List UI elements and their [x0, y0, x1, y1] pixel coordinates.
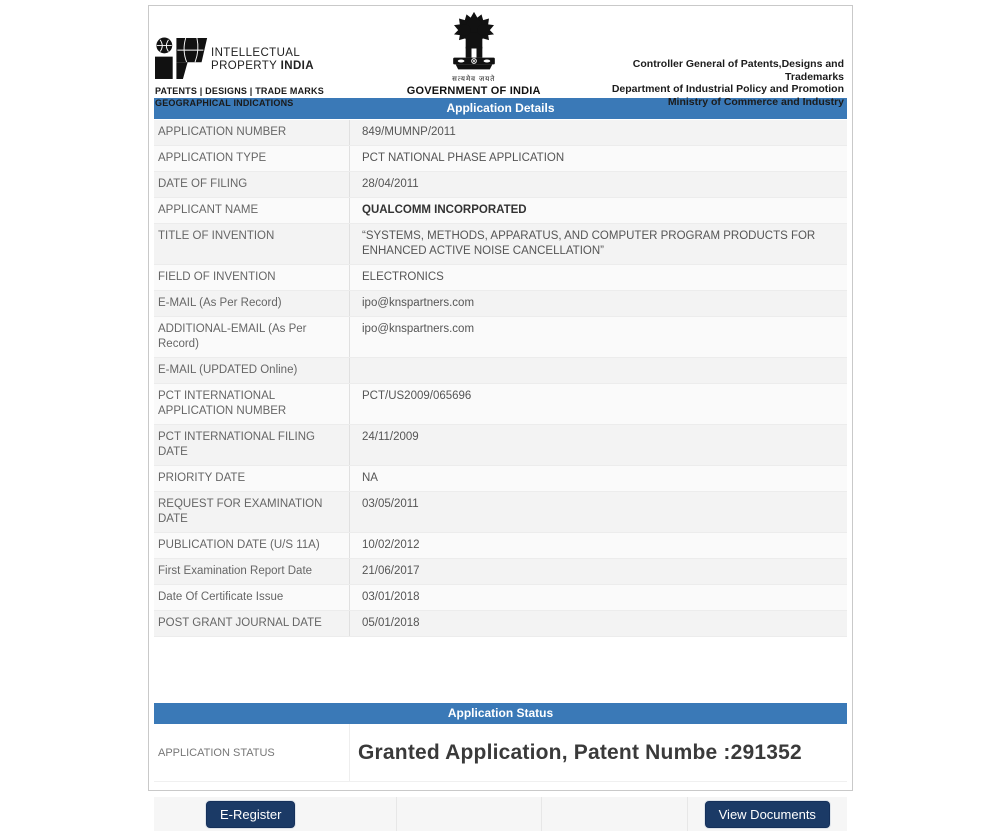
row-label: PRIORITY DATE	[154, 466, 350, 491]
row-value: 03/01/2018	[362, 591, 420, 603]
row-value: ipo@knspartners.com	[362, 297, 475, 309]
row-value: ipo@knspartners.com	[362, 323, 475, 335]
row-label: FIELD OF INVENTION	[154, 265, 350, 290]
row-value: PCT/US2009/065696	[362, 390, 472, 402]
row-value: 28/04/2011	[362, 178, 419, 190]
table-row	[154, 384, 847, 425]
row-label: E-MAIL (As Per Record)	[154, 291, 350, 316]
table-row	[154, 224, 847, 265]
row-label: TITLE OF INVENTION	[154, 224, 350, 264]
button-cell	[542, 797, 688, 831]
logo-subline-1: PATENTS | DESIGNS | TRADE MARKS	[155, 86, 324, 96]
logo-name-line1: INTELLECTUAL	[211, 47, 301, 59]
national-emblem-icon	[449, 58, 499, 75]
row-label: PUBLICATION DATE (U/S 11A)	[154, 533, 350, 558]
row-label: E-MAIL (UPDATED Online)	[154, 358, 350, 383]
row-label: Date Of Certificate Issue	[154, 585, 350, 610]
table-row	[154, 317, 847, 358]
action-button-row	[154, 797, 847, 831]
table-row	[154, 533, 847, 559]
logo-name-line2: PROPERTY	[211, 60, 281, 72]
government-of-india-label: GOVERNMENT OF INDIA	[406, 85, 541, 97]
button-cell	[688, 797, 847, 831]
row-value: “SYSTEMS, METHODS, APPARATUS, AND COMPUTER PROGRAM PRODUCTS FOR ENHANCED ACTIVE NOISE CANCELLATION”	[362, 230, 816, 257]
table-row	[154, 120, 847, 146]
row-value: 10/02/2012	[362, 539, 420, 551]
row-label: First Examination Report Date	[154, 559, 350, 584]
row-value: 24/11/2009	[362, 431, 419, 443]
government-emblem-block	[389, 11, 558, 97]
table-row	[154, 466, 847, 492]
logo-name-line2-bold: INDIA	[280, 60, 314, 72]
ip-india-logo-icon	[155, 37, 209, 85]
content-box	[148, 5, 853, 822]
row-value	[350, 358, 847, 383]
authority-line-3: Ministry of Commerce and Industry	[667, 95, 845, 108]
row-label: ADDITIONAL-EMAIL (As Per Record)	[154, 317, 350, 357]
row-label: PCT INTERNATIONAL APPLICATION NUMBER	[154, 384, 350, 424]
application-details-header: Application Details	[154, 98, 847, 119]
table-row	[154, 198, 847, 224]
table-row	[154, 146, 847, 172]
application-status-header: Application Status	[154, 703, 847, 724]
table-row	[154, 425, 847, 466]
status-value: Granted Application, Patent Numbe :291352	[358, 740, 802, 764]
row-value: 03/05/2011	[362, 498, 419, 510]
emblem-motto: सत्यमेव जयते	[452, 76, 496, 83]
ip-india-logo	[155, 37, 389, 108]
authority-text	[588, 58, 845, 108]
application-details-table	[154, 120, 847, 637]
table-row	[154, 265, 847, 291]
table-row	[154, 172, 847, 198]
e-register-button[interactable]: E-Register	[206, 801, 295, 828]
table-row	[154, 585, 847, 611]
row-label: APPLICANT NAME	[154, 198, 350, 223]
button-cell	[154, 797, 397, 831]
row-value: QUALCOMM INCORPORATED	[362, 204, 527, 216]
row-value: 05/01/2018	[362, 617, 420, 629]
row-label: POST GRANT JOURNAL DATE	[154, 611, 350, 636]
table-row	[154, 358, 847, 384]
row-label: APPLICATION TYPE	[154, 146, 350, 171]
table-row	[154, 611, 847, 637]
row-value: 21/06/2017	[362, 565, 420, 577]
status-label: APPLICATION STATUS	[154, 724, 350, 781]
table-row	[154, 492, 847, 533]
table-row	[154, 291, 847, 317]
logo-subline-2: GEOGRAPHICAL INDICATIONS	[155, 97, 294, 108]
view-documents-button[interactable]: View Documents	[705, 801, 830, 828]
row-label: DATE OF FILING	[154, 172, 350, 197]
row-label: REQUEST FOR EXAMINATION DATE	[154, 492, 350, 532]
row-value: PCT NATIONAL PHASE APPLICATION	[362, 152, 565, 164]
table-row	[154, 559, 847, 585]
row-value: ELECTRONICS	[362, 271, 444, 283]
authority-line-2: Department of Industrial Policy and Promotion	[611, 83, 845, 95]
row-value: 849/MUMNP/2011	[362, 126, 456, 138]
application-status-row	[154, 724, 847, 782]
button-cell	[397, 797, 543, 831]
row-label: APPLICATION NUMBER	[154, 120, 350, 145]
authority-line-1: Controller General of Patents,Designs and Trademarks	[632, 58, 845, 83]
row-value: NA	[362, 472, 378, 484]
row-label: PCT INTERNATIONAL FILING DATE	[154, 425, 350, 465]
